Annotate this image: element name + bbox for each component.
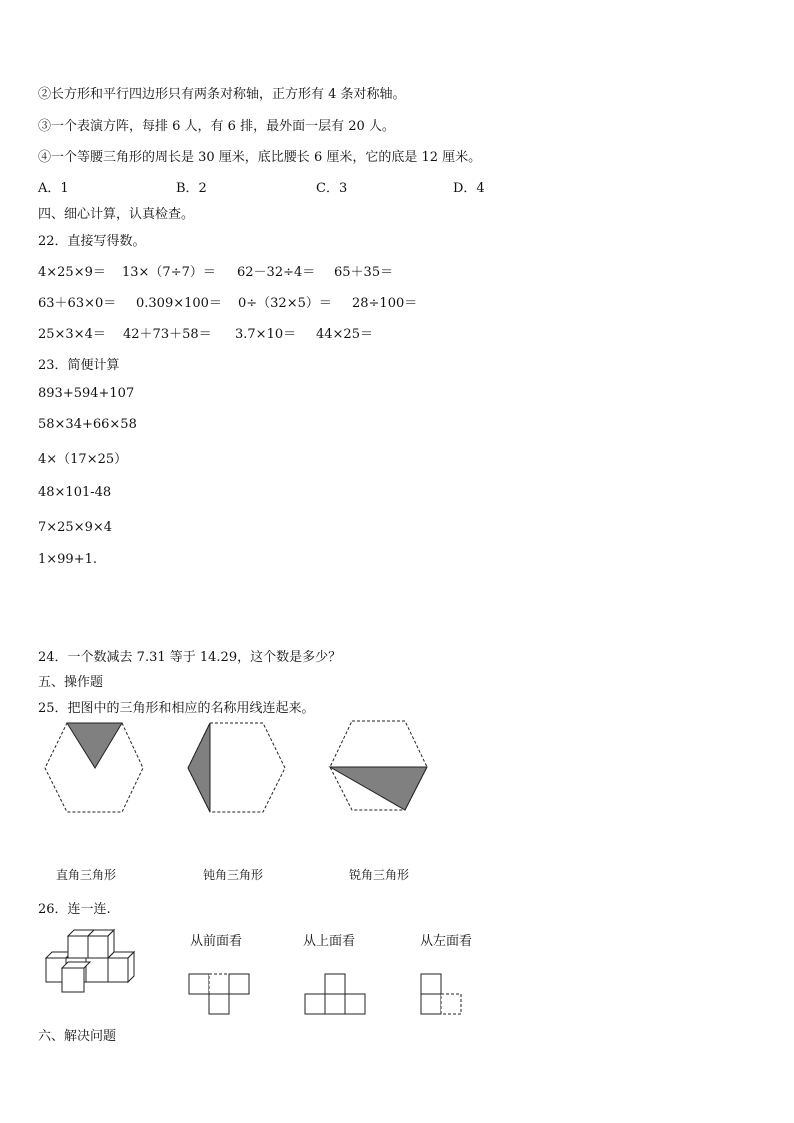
choice-b[interactable]: B．2	[176, 181, 207, 196]
q22-item: 3.7×10＝	[235, 327, 297, 342]
hexagon-figure-2	[183, 722, 293, 814]
q23-item: 48×101-48	[38, 485, 112, 500]
q24-text: 24．一个数减去 7.31 等于 14.29，这个数是多少？	[38, 650, 342, 665]
q22-row-3	[0, 323, 794, 341]
statement-4: ④一个等腰三角形的周长是 30 厘米，底比腰长 6 厘米，它的底是 12 厘米。	[38, 150, 482, 165]
q22-item: 13×（7÷7）＝	[122, 265, 216, 280]
choice-a[interactable]: A．1	[38, 181, 69, 196]
name-acute-triangle[interactable]: 锐角三角形	[349, 868, 410, 882]
statement-3: ③一个表演方阵，每排 6 人，有 6 排，最外面一层有 20 人。	[38, 119, 395, 134]
view-left-figure[interactable]	[420, 973, 464, 1017]
section-5-heading: 五、操作题	[38, 675, 104, 690]
q23-item: 893+594+107	[38, 386, 135, 401]
q22-row-1	[0, 261, 794, 279]
shaded-triangle	[188, 723, 210, 812]
q23-item: 7×25×9×4	[38, 520, 113, 535]
q22-item: 65＋35＝	[334, 265, 394, 280]
name-obtuse-triangle[interactable]: 钝角三角形	[203, 868, 264, 882]
choice-row	[0, 177, 794, 195]
q22-item: 42＋73＋58＝	[123, 327, 212, 342]
view-label-front[interactable]: 从前面看	[190, 934, 243, 949]
choice-d[interactable]: D．4	[453, 181, 485, 196]
q22-item: 0.309×100＝	[136, 296, 222, 311]
q22-title: 22．直接写得数。	[38, 234, 146, 249]
q22-row-2	[0, 292, 794, 310]
hexagon-figure-1	[40, 722, 150, 814]
q25-title: 25．把图中的三角形和相应的名称用线连起来。	[38, 701, 315, 716]
name-right-triangle[interactable]: 直角三角形	[56, 868, 117, 882]
q23-item: 58×34+66×58	[38, 417, 137, 432]
view-top-figure[interactable]	[304, 973, 366, 1017]
q22-item: 63＋63×0＝	[38, 296, 117, 311]
q22-item: 62－32÷4＝	[237, 265, 316, 280]
q23-title: 23．简便计算	[38, 358, 120, 373]
q23-item: 4×（17×25）	[38, 452, 128, 467]
q23-item: 1×99+1.	[38, 552, 98, 567]
q22-item: 4×25×9＝	[38, 265, 106, 280]
hexagon-figure-3	[325, 720, 435, 812]
view-label-left[interactable]: 从左面看	[420, 934, 473, 949]
q22-item: 25×3×4＝	[38, 327, 106, 342]
shaded-triangle	[330, 767, 427, 810]
q22-item: 44×25＝	[316, 327, 373, 342]
q26-title: 26．连一连.	[38, 902, 111, 917]
hexagon-outline	[330, 721, 427, 810]
cube-assembly	[42, 928, 137, 998]
q22-item: 28÷100＝	[352, 296, 418, 311]
section-6-heading: 六、解决问题	[38, 1029, 117, 1044]
section-4-heading: 四、细心计算，认真检查。	[38, 207, 195, 222]
view-label-top[interactable]: 从上面看	[303, 934, 356, 949]
shaded-triangle	[67, 723, 122, 768]
q22-item: 0÷（32×5）＝	[238, 296, 332, 311]
statement-2: ②长方形和平行四边形只有两条对称轴，正方形有 4 条对称轴。	[38, 87, 406, 102]
choice-c[interactable]: C．3	[316, 181, 348, 196]
view-front-figure[interactable]	[188, 973, 250, 1017]
